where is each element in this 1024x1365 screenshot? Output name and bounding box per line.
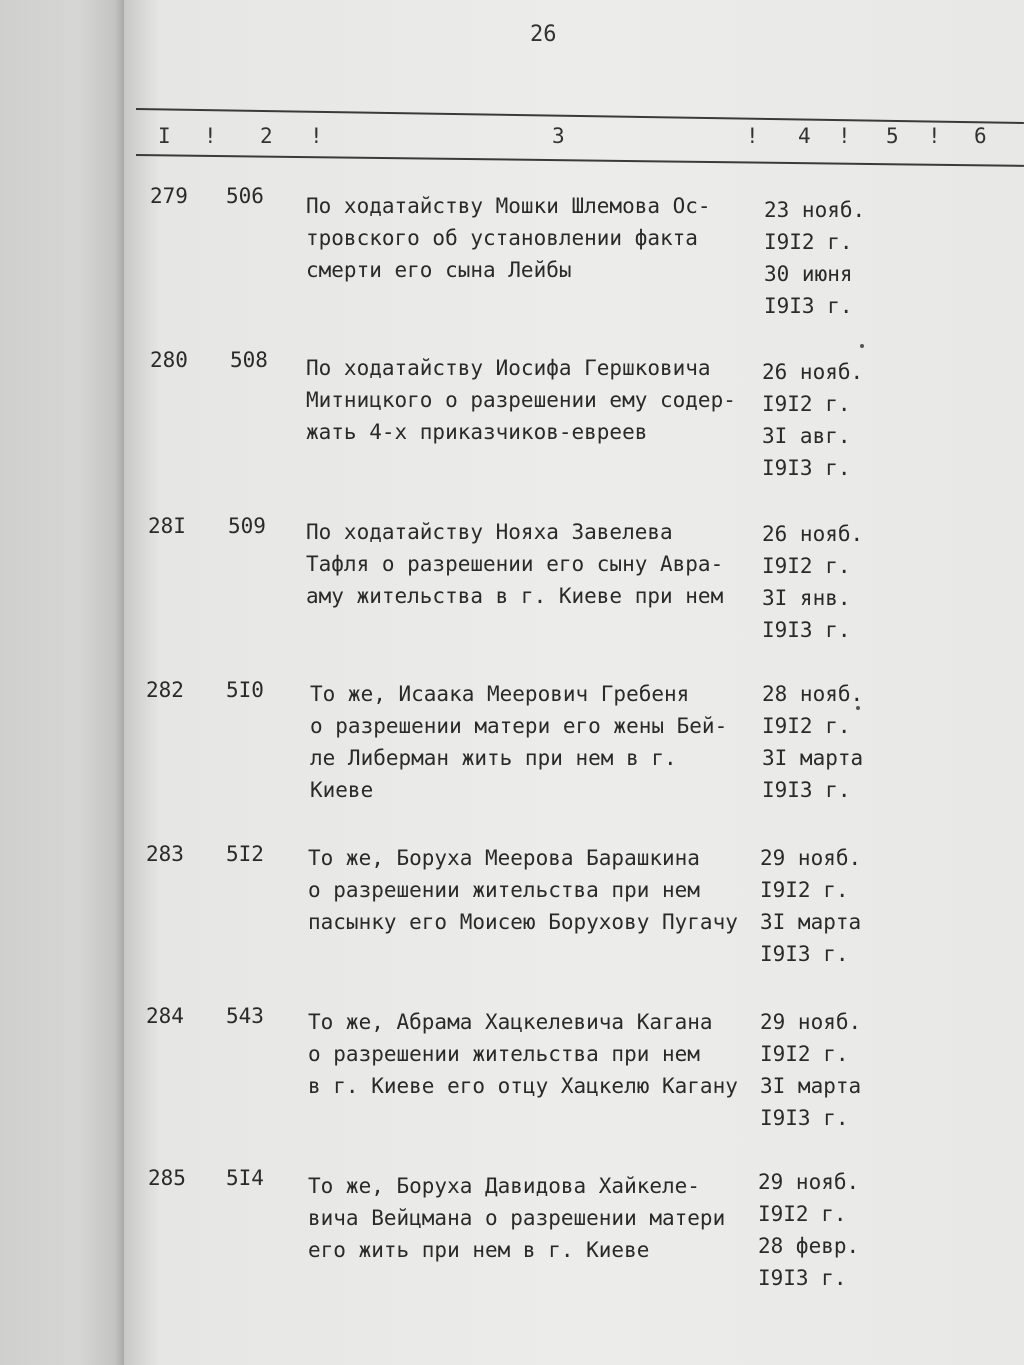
column-header-6: 6 (974, 124, 987, 148)
description-line: жать 4-х приказчиков-евреев (306, 420, 648, 444)
entry-number: 283 (146, 842, 184, 866)
description-line: По ходатайству Иосифа Гершковича (306, 356, 711, 380)
table-row (0, 678, 1024, 828)
end-year: I9I3 г. (758, 1266, 847, 1290)
entry-dates (764, 194, 904, 322)
start-year: I9I2 г. (760, 878, 849, 902)
entry-number: 279 (150, 184, 188, 208)
end-year: I9I3 г. (762, 778, 851, 802)
start-date: 29 нояб. (760, 846, 862, 870)
description-line: в г. Киеве его отцу Хацкелю Кагану (308, 1074, 738, 1098)
start-year: I9I2 г. (762, 392, 851, 416)
entry-description (306, 352, 766, 448)
entry-dates (762, 356, 902, 484)
end-year: I9I3 г. (764, 294, 853, 318)
description-line: По ходатайству Нояха Завелева (306, 520, 673, 544)
column-separator: ! (310, 124, 323, 148)
column-header-3: 3 (552, 124, 565, 148)
table-row (0, 1004, 1024, 1154)
case-number: 5I0 (226, 678, 264, 702)
end-year: I9I3 г. (760, 942, 849, 966)
entry-dates (760, 1006, 900, 1134)
column-header-5: 5 (886, 124, 899, 148)
ink-speck (856, 706, 860, 710)
description-line: То же, Боруха Давидова Хайкеле- (308, 1174, 700, 1198)
end-date: 3I марта (760, 910, 862, 934)
end-date: 30 июня (764, 262, 853, 286)
case-number: 543 (226, 1004, 264, 1028)
end-date: 3I авг. (762, 424, 851, 448)
table-row (0, 842, 1024, 992)
start-date: 26 нояб. (762, 522, 864, 546)
entry-number: 285 (148, 1166, 186, 1190)
entry-description (306, 516, 766, 612)
entry-number: 280 (150, 348, 188, 372)
ink-speck (860, 344, 864, 348)
page-number: 26 (530, 22, 557, 47)
entry-description (308, 842, 768, 938)
table-row (0, 184, 1024, 334)
column-separator: ! (746, 124, 759, 148)
description-line: пасынку его Моисею Борухову Пугачу (308, 910, 738, 934)
entry-description (310, 678, 770, 806)
entry-number: 28I (148, 514, 186, 538)
description-line: Митницкого о разрешении ему содер- (306, 388, 736, 412)
description-line: о разрешении матери его жены Бей- (310, 714, 728, 738)
table-row (0, 514, 1024, 664)
column-header-4: 4 (798, 124, 811, 148)
description-line: о разрешении жительства при нем (308, 878, 700, 902)
description-line: То же, Абрама Хацкелевича Кагана (308, 1010, 713, 1034)
start-date: 26 нояб. (762, 360, 864, 384)
end-date: 3I марта (760, 1074, 862, 1098)
column-separator: ! (928, 124, 941, 148)
description-line: То же, Исаака Меерович Гребеня (310, 682, 690, 706)
entry-dates (758, 1166, 898, 1294)
end-date: 3I янв. (762, 586, 851, 610)
start-year: I9I2 г. (758, 1202, 847, 1226)
start-date: 28 нояб. (762, 682, 864, 706)
description-line: То же, Боруха Меерова Барашкина (308, 846, 700, 870)
table-row (0, 348, 1024, 498)
description-line: Киеве (310, 778, 374, 802)
description-line: Тафля о разрешении его сыну Авра- (306, 552, 724, 576)
description-line: По ходатайству Мошки Шлемова Ос- (306, 194, 711, 218)
case-number: 5I2 (226, 842, 264, 866)
case-number: 509 (228, 514, 266, 538)
start-year: I9I2 г. (764, 230, 853, 254)
entry-dates (762, 518, 902, 646)
start-date: 23 нояб. (764, 198, 866, 222)
start-year: I9I2 г. (762, 554, 851, 578)
end-date: 28 февр. (758, 1234, 860, 1258)
entry-dates (762, 678, 902, 806)
end-year: I9I3 г. (762, 618, 851, 642)
end-year: I9I3 г. (762, 456, 851, 480)
entry-description (306, 190, 766, 286)
case-number: 506 (226, 184, 264, 208)
start-date: 29 нояб. (760, 1010, 862, 1034)
description-line: о разрешении жительства при нем (308, 1042, 700, 1066)
case-number: 508 (230, 348, 268, 372)
table-row (0, 1166, 1024, 1316)
description-line: ле Либерман жить при нем в г. (310, 746, 677, 770)
entry-dates (760, 842, 900, 970)
entry-number: 282 (146, 678, 184, 702)
description-line: смерти его сына Лейбы (306, 258, 572, 282)
entry-description (308, 1170, 768, 1266)
column-separator: ! (204, 124, 217, 148)
start-year: I9I2 г. (760, 1042, 849, 1066)
end-date: 3I марта (762, 746, 864, 770)
column-header-2: 2 (260, 124, 273, 148)
description-line: тровского об установлении факта (306, 226, 698, 250)
entry-number: 284 (146, 1004, 184, 1028)
start-year: I9I2 г. (762, 714, 851, 738)
end-year: I9I3 г. (760, 1106, 849, 1130)
description-line: аму жительства в г. Киеве при нем (306, 584, 724, 608)
description-line: его жить при нем в г. Киеве (308, 1238, 650, 1262)
entry-description (308, 1006, 768, 1102)
description-line: вича Вейцмана о разрешении матери (308, 1206, 726, 1230)
column-header-1: I (158, 124, 171, 148)
case-number: 5I4 (226, 1166, 264, 1190)
start-date: 29 нояб. (758, 1170, 860, 1194)
column-separator: ! (838, 124, 851, 148)
